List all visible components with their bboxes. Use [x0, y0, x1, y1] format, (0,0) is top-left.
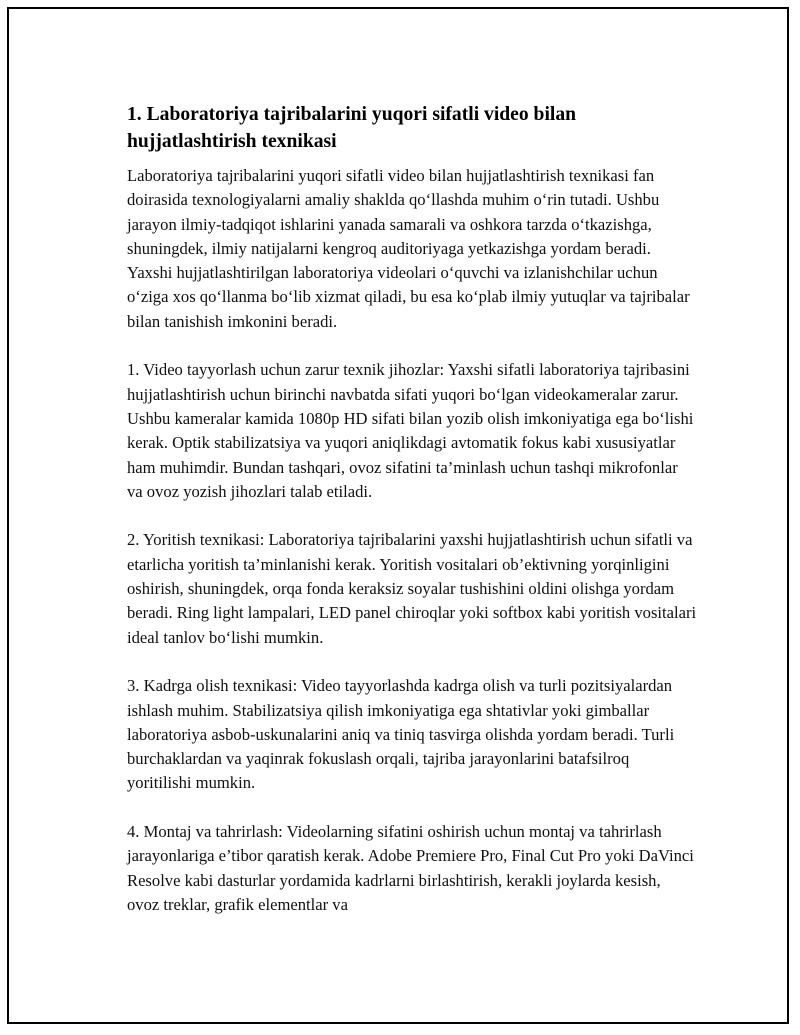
intro-paragraph: Laboratoriya tajribalarini yuqori sifatli video bilan hujjatlashtirish texnikasi fan doirasida texnologiyalarni amaliy shaklda qo‘llashda muhim o‘rin tutadi. Ushbu jarayon ilmiy-tadqiqot ishlarini yanada samarali va oshkora tarzda o‘tkazishga, shuningdek, ilmiy natijalarni kengroq auditoriyaga yetkazishga yordam beradi. Yaxshi hujjatlashtirilgan laboratoriya videolari o‘quvchi va izlanishchilar uchun o‘ziga xos qo‘llanma bo‘lib xizmat qiladi, bu esa ko‘plab ilmiy yutuqlar va tajribalar bilan tanishish imkonini beradi. [127, 166, 690, 331]
paragraph-lighting: 2. Yoritish texnikasi: Laboratoriya tajribalarini yaxshi hujjatlashtirish uchun sifatli va etarlicha yoritish ta’minlanishi kerak. Yoritish vositalari ob’ektivning yorqinligini oshirish, shuningdek, orqa fonda keraksiz soyalar tushishini oldini olishga yordam beradi. Ring light lampalari, LED panel chiroqlar yoki softbox kabi yoritish vositalari ideal tanlov bo‘lishi mumkin. [127, 530, 697, 647]
page-frame [7, 7, 789, 1024]
paragraph-editing: 4. Montaj va tahrirlash: Videolarning sifatini oshirish uchun montaj va tahrirlash jarayonlariga e’tibor qaratish kerak. Adobe Premiere Pro, Final Cut Pro yoki DaVinci Resolve kabi dasturlar yordamida kadrlarni birlashtirish, kerakli joylarda kesish, ovoz treklar, grafik elementlar va [127, 822, 694, 914]
paragraph-equipment: 1. Video tayyorlash uchun zarur texnik jihozlar: Yaxshi sifatli laboratoriya tajribasini hujjatlashtirish uchun birinchi navbatda sifati yuqori bo‘lgan videokameralar zarur. Ushbu kameralar kamida 1080p HD sifati bilan yozib olish imkoniyatiga ega bo‘lishi kerak. Optik stabilizatsiya va yuqori aniqlikdagi avtomatik fokus kabi xususiyatlar ham muhimdir. Bundan tashqari, ovoz sifatini ta’minlash uchun tashqi mikrofonlar va ovoz yozish jihozlari talab etiladi. [127, 360, 694, 501]
paragraph-framing: 3. Kadrga olish texnikasi: Video tayyorlashda kadrga olish va turli pozitsiyalardan ishlash muhim. Stabilizatsiya qilish imkoniyatiga ega shtativlar yoki gimballar laboratoriya asbob-uskunalarini aniq va tiniq tasvirga olishda yordam beradi. Turli burchaklardan va yaqinrak fokuslash orqali, tajriba jarayonlarini batafsilroq yoritilishi mumkin. [127, 676, 675, 793]
document-body [127, 101, 697, 942]
document-title: 1. Laboratoriya tajribalarini yuqori sifatli video bilan hujjatlashtirish texnikasi [127, 104, 577, 152]
